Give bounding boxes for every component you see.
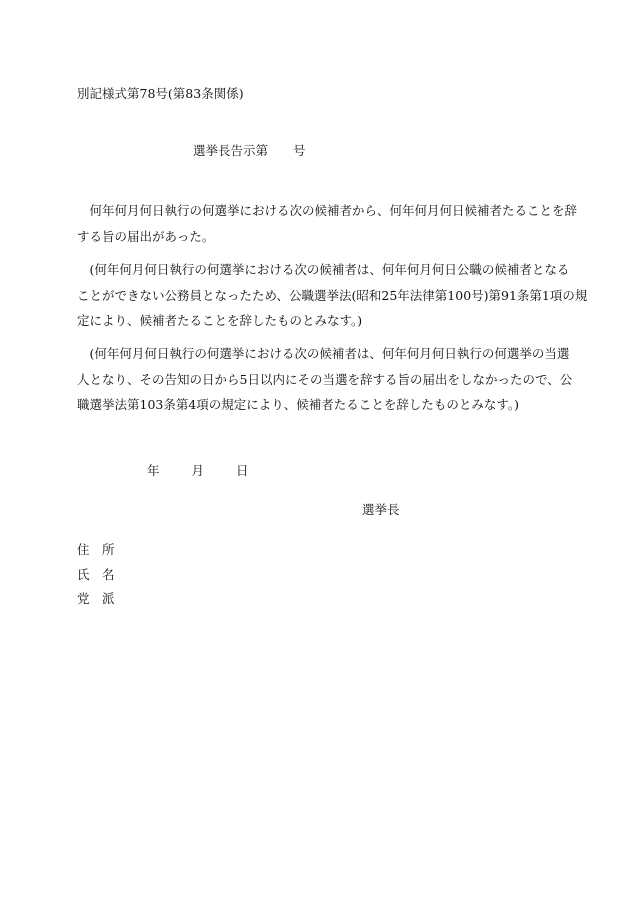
paragraph-withdrawal-notice xyxy=(77,198,578,249)
paragraph-line: ことができない公務員となったため、公職選挙法(昭和25年法律第100号)第91条第1項の規 xyxy=(77,287,588,303)
date-month: 月 xyxy=(191,463,204,478)
party-label: 党 派 xyxy=(77,591,115,606)
election-chief-signature: 選挙長 xyxy=(362,502,400,517)
form-number: 別記様式第78号(第83条関係) xyxy=(77,86,244,101)
date-year: 年 xyxy=(147,463,160,478)
paragraph-public-servant-case xyxy=(77,257,588,334)
paragraph-line: 何年何月何日執行の何選挙における次の候補者から、何年何月何日候補者たることを辞 xyxy=(77,203,578,218)
paragraph-line: 人となり、その告知の日から5日以内にその当選を辞する旨の届出をしなかったので、公 xyxy=(77,371,573,387)
address-label: 住 所 xyxy=(77,542,115,557)
notice-title: 選挙長告示第 号 xyxy=(193,143,306,158)
paragraph-line: (何年何月何日執行の何選挙における次の候補者は、何年何月何日執行の何選挙の当選 xyxy=(77,346,570,361)
date-day: 日 xyxy=(235,463,249,478)
candidate-fields xyxy=(77,538,115,612)
paragraph-line: (何年何月何日執行の何選挙における次の候補者は、何年何月何日公職の候補者となる xyxy=(77,262,570,277)
paragraph-line: する旨の届出があった。 xyxy=(77,228,215,244)
paragraph-line: 定により、候補者たることを辞したものとみなす。) xyxy=(77,313,363,328)
date-line xyxy=(147,461,248,479)
paragraph-elected-elsewhere-case xyxy=(77,341,573,418)
name-label: 氏 名 xyxy=(77,566,115,582)
paragraph-line: 職選挙法第103条第4項の規定により、候補者たることを辞したものとみなす。) xyxy=(77,397,519,412)
